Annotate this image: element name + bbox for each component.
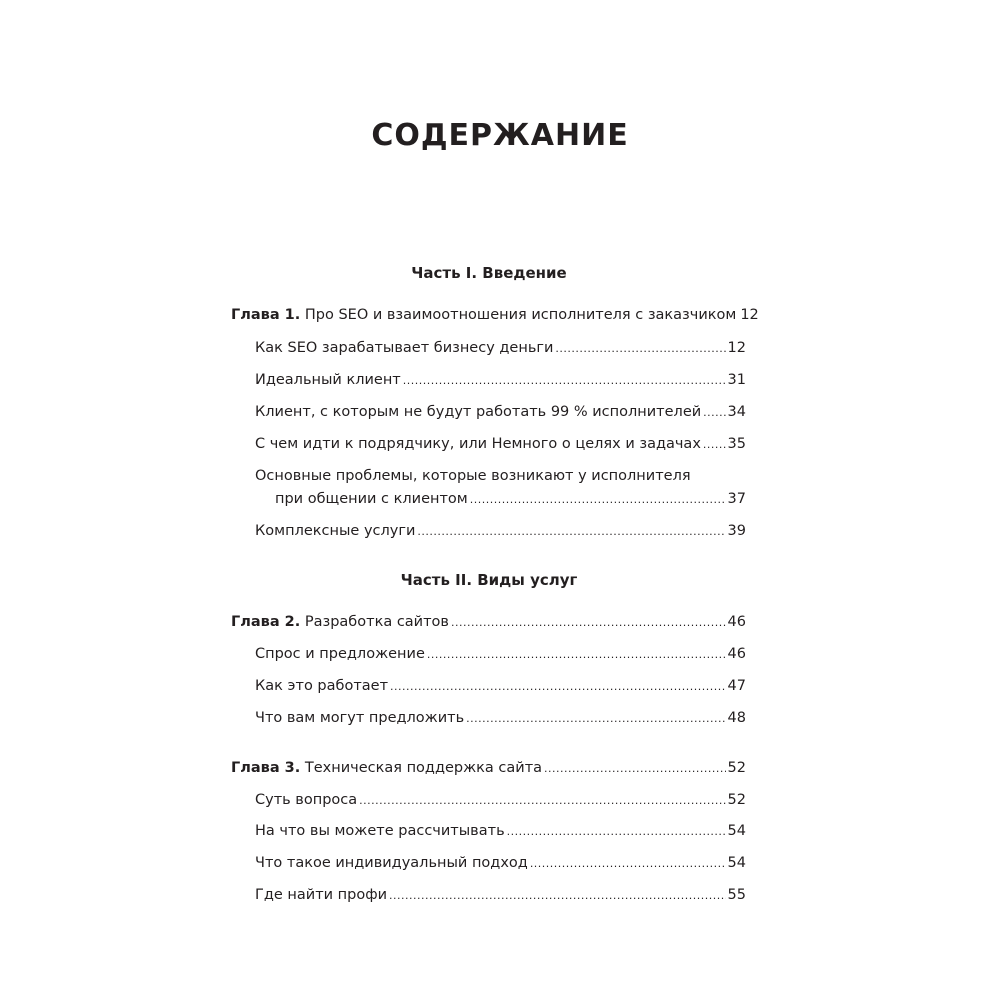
page-number: 12	[740, 307, 759, 323]
page-number: 47	[727, 678, 746, 694]
toc-entry-section[interactable]	[255, 854, 746, 873]
dot-leader	[451, 614, 726, 632]
toc-entry-section[interactable]	[255, 709, 746, 728]
toc-entry-section[interactable]	[255, 339, 746, 358]
chapter-prefix: Глава 1.	[231, 307, 301, 323]
section-title: Как это работает	[255, 678, 389, 694]
dot-leader	[390, 678, 726, 696]
toc-entry-section[interactable]	[255, 522, 746, 541]
section-title: Идеальный клиент	[255, 372, 401, 388]
part-heading-1: Часть I. Введение	[411, 264, 567, 282]
page-number: 34	[727, 404, 746, 420]
section-title: Что вам могут предложить	[255, 710, 465, 726]
section-title: С чем идти к подрядчику, или Немного о целях и задачах	[255, 436, 701, 452]
page-number: 55	[727, 887, 746, 903]
page-number: 52	[727, 760, 746, 776]
section-title: Комплексные услуги	[255, 523, 416, 539]
dot-leader	[555, 340, 725, 358]
dot-leader	[466, 710, 725, 728]
toc-entry-chapter-1[interactable]	[231, 306, 759, 325]
toc-entry-section[interactable]	[255, 403, 746, 422]
dot-leader	[427, 646, 726, 664]
page-number: 46	[727, 614, 746, 630]
dot-leader	[544, 760, 726, 778]
page-number: 35	[727, 436, 746, 452]
toc-entry-section[interactable]	[255, 645, 746, 664]
section-title: Спрос и предложение	[255, 646, 425, 662]
toc-entry-section[interactable]	[275, 490, 746, 509]
dot-leader	[417, 523, 725, 541]
section-title: На что вы можете рассчитывать	[255, 823, 505, 839]
section-title-line-1[interactable]: Основные проблемы, которые возникают у исполнителя	[255, 468, 691, 484]
section-title: Где найти профи	[255, 887, 388, 903]
chapter-prefix: Глава 3.	[231, 760, 301, 776]
section-title: Как SEO зарабатывает бизнесу деньги	[255, 340, 554, 356]
toc-entry-section[interactable]	[255, 677, 746, 696]
dot-leader	[403, 372, 726, 390]
chapter-title: Про SEO и взаимоотношения исполнителя с заказчиком	[304, 307, 737, 323]
dot-leader	[470, 491, 726, 509]
dot-leader	[389, 887, 726, 905]
page-number: 48	[727, 710, 746, 726]
section-title: Клиент, с которым не будут работать 99 % исполнителей	[255, 404, 702, 420]
page-number: 12	[727, 340, 746, 356]
toc-entry-section[interactable]	[255, 435, 746, 454]
dot-leader	[703, 436, 726, 454]
section-title: Суть вопроса	[255, 792, 358, 808]
page-number: 54	[727, 855, 746, 871]
page-number: 52	[727, 792, 746, 808]
page-number: 31	[727, 372, 746, 388]
page-number: 46	[727, 646, 746, 662]
page-title: СОДЕРЖАНИЕ	[371, 118, 629, 153]
toc-entry-section[interactable]	[255, 371, 746, 390]
part-heading-2: Часть II. Виды услуг	[400, 571, 578, 589]
chapter-title: Разработка сайтов	[304, 614, 449, 630]
toc-entry-section[interactable]	[255, 886, 746, 905]
dot-leader	[507, 823, 726, 841]
page-number: 37	[727, 491, 746, 507]
section-title: Что такое индивидуальный подход	[255, 855, 528, 871]
dot-leader	[530, 855, 726, 873]
dot-leader	[703, 404, 725, 422]
toc-entry-chapter-3[interactable]	[231, 759, 746, 778]
toc-entry-section[interactable]	[255, 822, 746, 841]
section-title-line-2: при общении с клиентом	[275, 491, 468, 507]
toc-entry-section[interactable]	[255, 791, 746, 810]
toc-entry-chapter-2[interactable]	[231, 613, 746, 632]
chapter-prefix: Глава 2.	[231, 614, 301, 630]
page-number: 54	[727, 823, 746, 839]
chapter-title: Техническая поддержка сайта	[304, 760, 543, 776]
page-number: 39	[727, 523, 746, 539]
dot-leader	[359, 792, 725, 810]
